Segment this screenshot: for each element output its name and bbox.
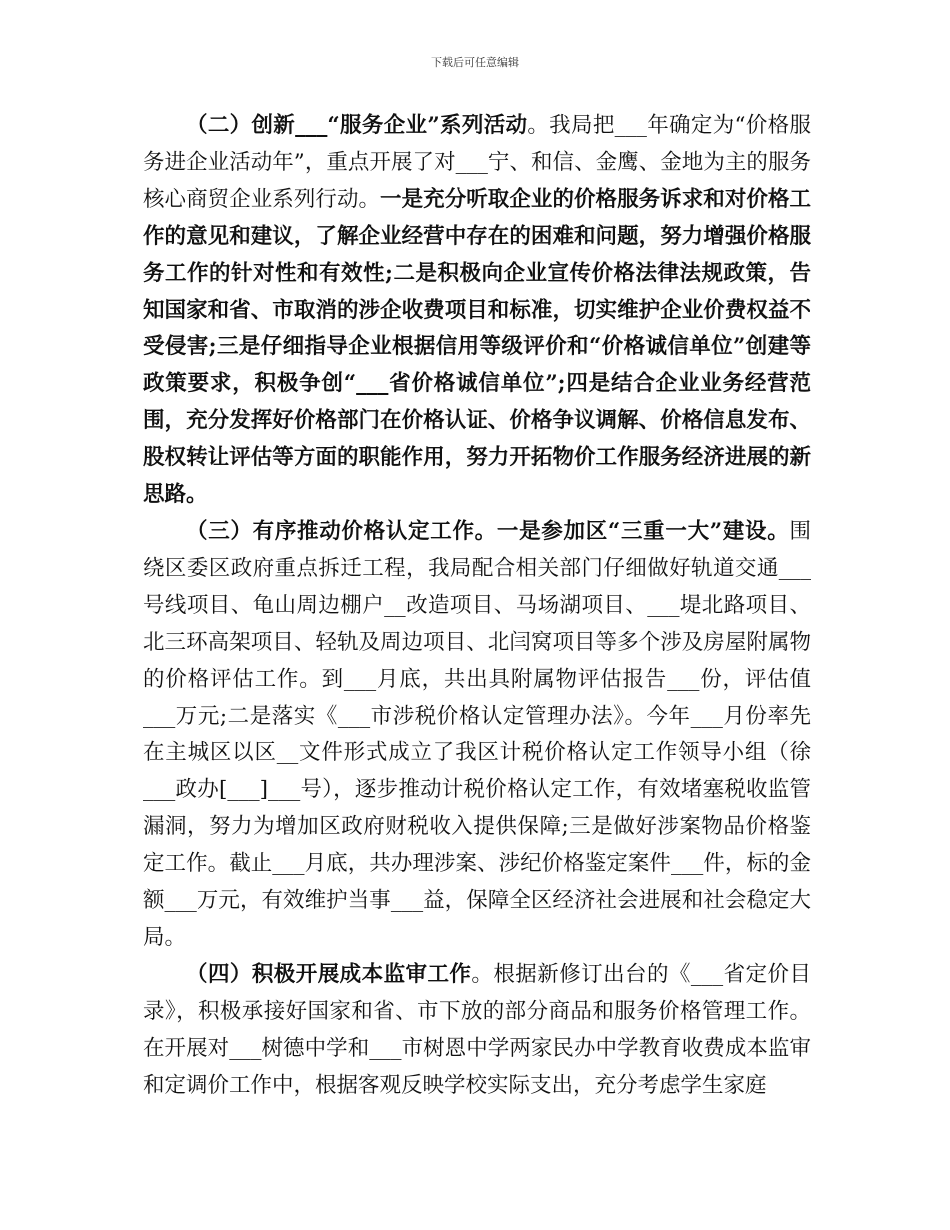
paragraph-cost-audit [143,957,811,1105]
paragraph-price-determination [143,514,811,957]
paragraph-innovation [143,108,811,514]
paragraph-heading: （三）有序推动价格认定工作。一是参加区“三重一大”建设。 [186,518,790,544]
paragraph-heading: （四）积极开展成本监审工作 [186,961,472,987]
document-body [143,108,811,1104]
paragraph-text: 。根据新修订出台的《___省定价目录》，积极承接好国家和省、市下放的部分商品和服务价格管理工作。在开展对___树德中学和___市树恩中学两家民办中学教育收费成本监审和定调价工作中，根据客观反映学校实际支出，充分考虑学生家庭 [143,961,811,1098]
paragraph-text-bold: 一是充分听取企业的价格服务诉求和对价格工作的意见和建议，了解企业经营中存在的困难和问题，努力增强价格服务工作的针对性和有效性;二是积极向企业宣传价格法律法规政策，告知国家和省、市取消的涉企收费项目和标准，切实维护企业价费权益不受侵害;三是仔细指导企业根据信用等级评价和“价格诚信单位”创建等政策要求，积极争创“___省价格诚信单位”;四是结合企业业务经营范围，充分发挥好价格部门在价格认证、价格争议调解、价格信息发布、股权转让评估等方面的职能作用，努力开拓物价工作服务经济进展的新思路。 [143,186,811,508]
paragraph-text: 围绕区委区政府重点拆迁工程，我局配合相关部门仔细做好轨道交通___号线项目、龟山周边棚户__改造项目、马场湖项目、___堤北路项目、北三环高架项目、轻轨及周边项目、北闫窝项目等多个涉及房屋附属物的价格评估工作。到___月底，共出具附属物评估报告___份，评估值___万元;二是落实《___市涉税价格认定管理办法》。今年___月份率先在主城区以区__文件形式成立了我区计税价格认定工作领导小组（徐___政办[___]___号），逐步推动计税价格认定工作，有效堵塞税收监管漏洞，努力为增加区政府财税收入提供保障;三是做好涉案物品价格鉴定工作。截止___月底，共办理涉案、涉纪价格鉴定案件___件，标的金额___万元，有效维护当事___益，保障全区经济社会进展和社会稳定大局。 [143,518,811,950]
paragraph-text: 。我局把___年确定为“价格服务进企业活动年”，重点开展了对___宁、和信、金鹰、金地为主的服务核心商贸企业系列行动。 [143,113,811,212]
paragraph-heading: （二）创新___“服务企业”系列活动 [186,113,528,138]
page-header: 下载后可任意编辑 [431,56,519,69]
